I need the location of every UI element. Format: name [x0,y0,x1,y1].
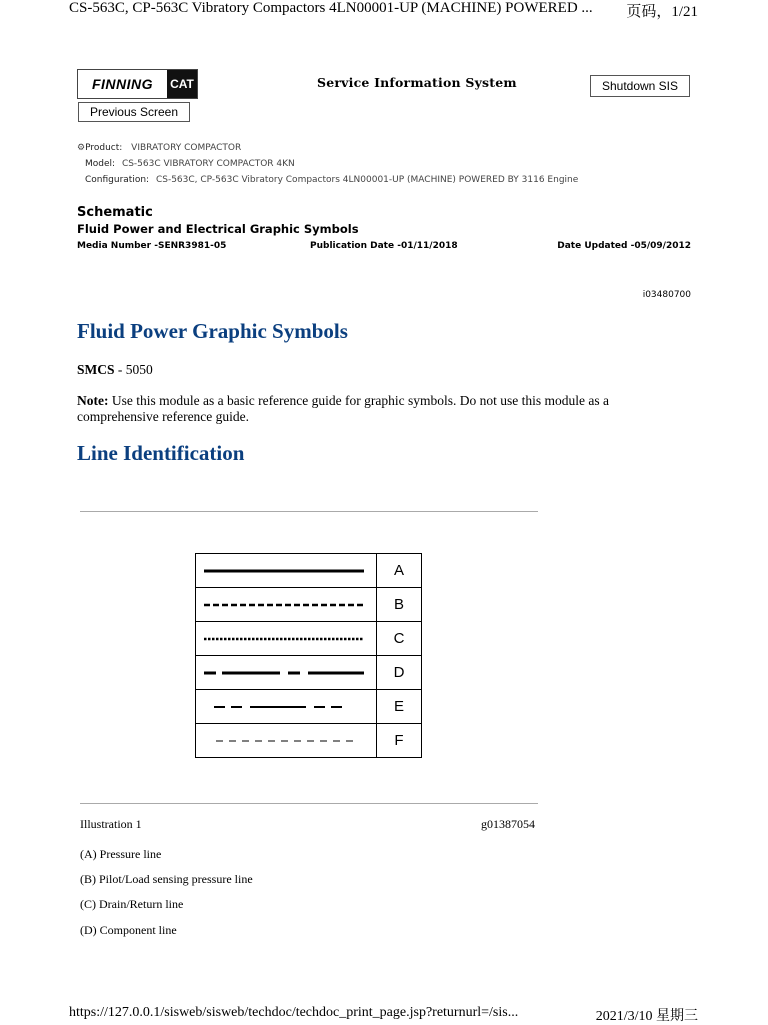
illustration-label: Illustration 1 [80,817,142,831]
document-subtitle: Fluid Power and Electrical Graphic Symbols [77,222,359,236]
note-paragraph [77,393,687,425]
product-label: Product: [85,143,123,153]
line-symbol-dashed [196,588,377,622]
product-value: VIBRATORY COMPACTOR [131,143,242,153]
line-letter: B [377,588,422,622]
model-label: Model: [85,159,116,169]
line-letter: F [377,724,422,758]
shutdown-sis-button[interactable]: Shutdown SIS [590,75,690,97]
product-row [77,143,241,153]
print-footer-datetime: 2021/3/10 星期三 [595,1009,698,1024]
logo-cat: CAT [167,70,197,98]
bullet-icon: ⚙ [77,143,86,153]
caption-item: (D) Component line [80,923,177,937]
line-letter: E [377,690,422,724]
caption-item: (B) Pilot/Load sensing pressure line [80,872,253,886]
line-symbol-long-short [196,656,377,690]
table-row [196,588,422,622]
smcs-label: SMCS [77,362,115,377]
line-letter: D [377,656,422,690]
illustration-code: g01387054 [481,817,535,831]
print-footer-url: https://127.0.0.1/sisweb/sisweb/techdoc/techdoc_print_page.jsp?returnurl=/sis... [69,1005,519,1020]
table-row [196,554,422,588]
print-header-title: CS-563C, CP-563C Vibratory Compactors 4LN00001-UP (MACHINE) POWERED ... [69,0,593,16]
system-title: Service Information System [317,75,517,90]
date-updated: Date Updated -05/09/2012 [557,241,691,251]
finning-cat-logo [77,69,198,99]
print-header-page: 页码，1/21 [626,4,698,20]
caption-item: (C) Drain/Return line [80,897,184,911]
media-number: Media Number -SENR3981-05 [77,241,227,251]
logo-text: FINNING [91,76,154,92]
configuration-value: CS-563C, CP-563C Vibratory Compactors 4LN00001-UP (MACHINE) POWERED BY 3116 Engine [155,175,579,185]
caption-item: (A) Pressure line [80,847,162,861]
illustration-bottom-rule [80,803,538,804]
table-row [196,622,422,656]
line-symbol-solid [196,554,377,588]
document-id: i03480700 [642,290,691,300]
line-identification-table [195,553,422,758]
publication-date: Publication Date -01/11/2018 [310,241,458,251]
line-symbol-dotted [196,622,377,656]
table-row [196,724,422,758]
smcs-line [77,362,153,378]
note-label: Note: [77,393,109,408]
table-row [196,690,422,724]
smcs-value: - 5050 [114,362,153,377]
section-heading-fluid-power: Fluid Power Graphic Symbols [77,319,348,343]
configuration-label: Configuration: [85,175,150,185]
section-heading-line-identification: Line Identification [77,441,245,465]
illustration-top-rule [80,511,538,512]
previous-screen-button[interactable]: Previous Screen [78,102,190,122]
model-value: CS-563C VIBRATORY COMPACTOR 4KN [121,159,295,169]
model-row [85,159,295,169]
note-text: Use this module as a basic reference guide for graphic symbols. Do not use this module as a comprehensive reference guide. [77,393,609,424]
line-letter: A [377,554,422,588]
configuration-row [85,175,578,185]
line-letter: C [377,622,422,656]
table-row [196,656,422,690]
line-symbol-short-long [196,690,377,724]
document-type: Schematic [77,205,153,220]
line-symbol-fine-dash [196,724,377,758]
